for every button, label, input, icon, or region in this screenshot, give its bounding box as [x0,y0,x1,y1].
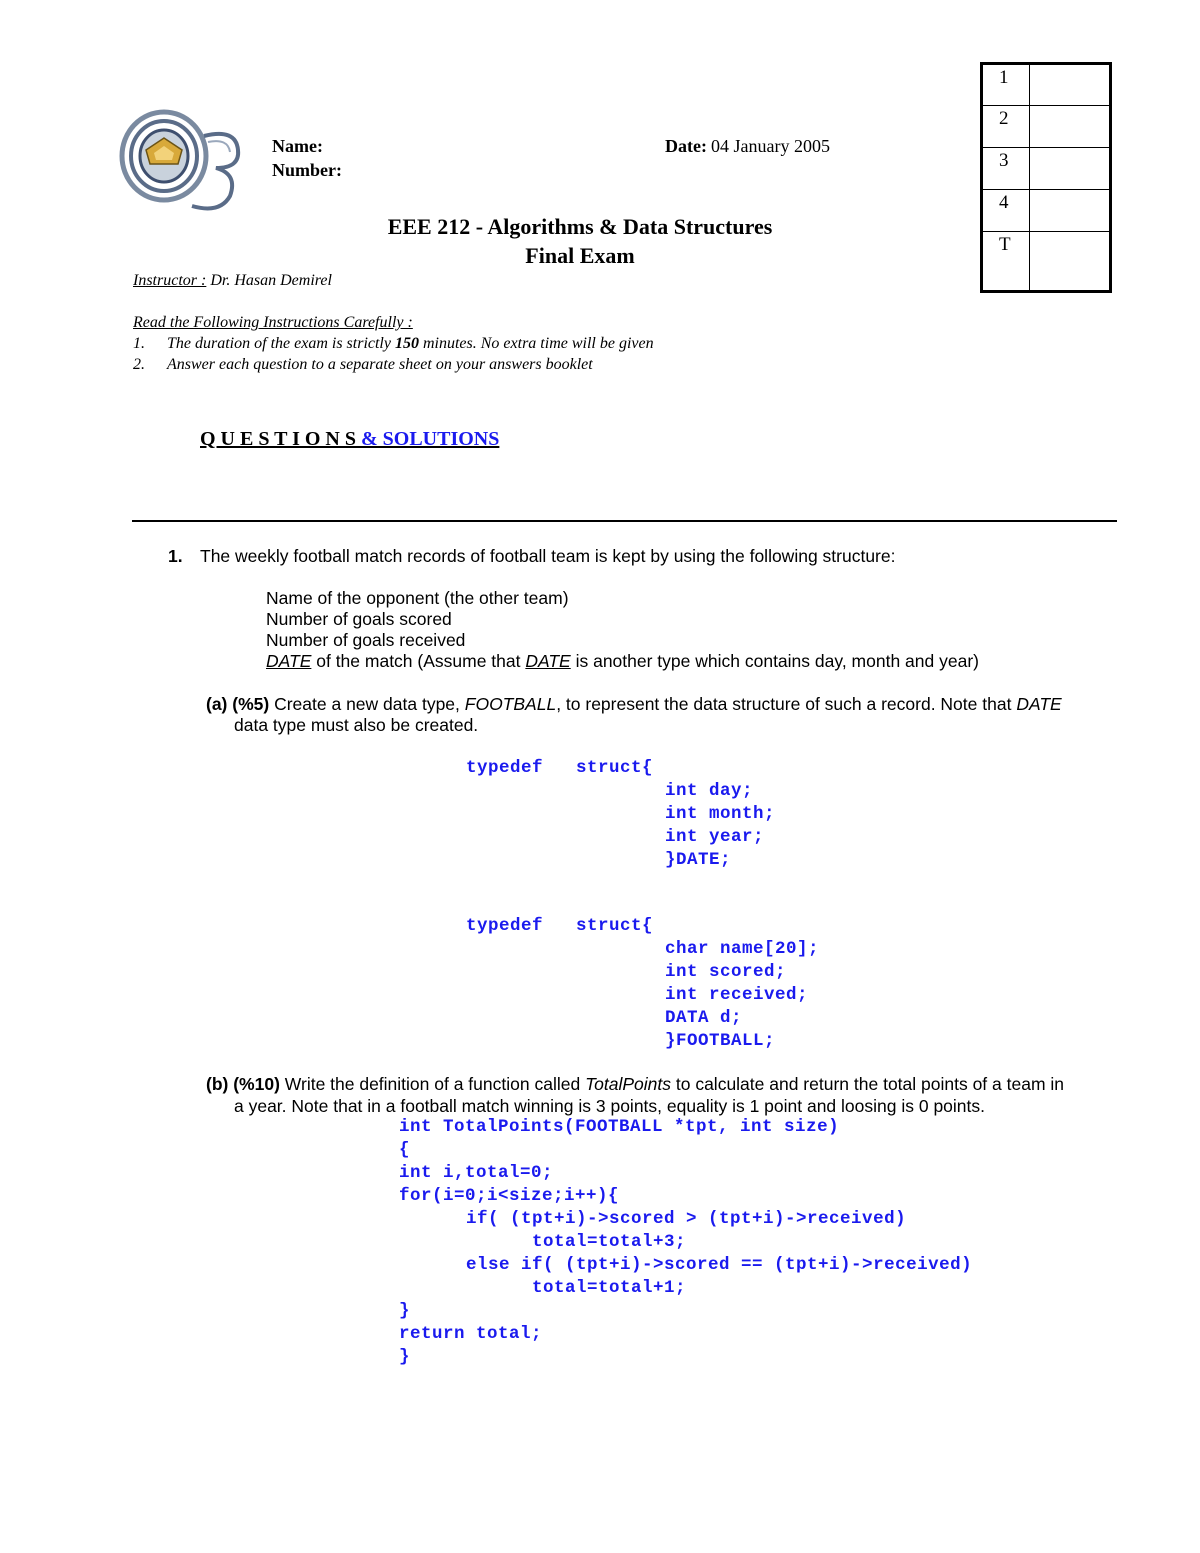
code-line: { [399,1140,411,1160]
code-line: int day; [665,781,754,801]
question-text: The weekly football match records of football team is kept by using the following structure: [200,546,896,566]
code-line: DATA d; [665,1008,743,1028]
score-row-label: 1 [982,64,1030,106]
part-b-prompt-line2: a year. Note that in a football match winning is 3 points, equality is 1 point and loosing is 0 points. [234,1096,986,1116]
instructor-name: Dr. Hasan Demirel [210,272,332,289]
instructor-label: Instructor : [133,272,207,289]
exam-title: Final Exam [525,243,635,268]
score-box [1030,190,1111,232]
name-label: Name: [272,136,323,156]
instruction-item-2 [133,356,593,374]
field-list-item: Number of goals received [266,630,466,650]
university-logo [112,98,252,218]
section-divider [132,520,1117,522]
part-b-label: (b) [206,1074,229,1094]
code-line: int TotalPoints(FOOTBALL *tpt, int size) [399,1117,840,1137]
code-line: }FOOTBALL; [665,1031,776,1051]
code-line: if( (tpt+i)->scored > (tpt+i)->received) [466,1209,907,1229]
part-b-marks: (%10) [233,1074,280,1094]
instruction-text: The duration of the exam is strictly 150 minutes. No extra time will be given [167,335,654,352]
code-line: } [399,1301,411,1321]
instructions-heading: Read the Following Instructions Carefully : [133,314,413,331]
code-line: typedef struct{ [466,758,654,778]
code-line: for(i=0;i<size;i++){ [399,1186,620,1206]
number-label: Number: [272,160,342,180]
section-heading [200,428,499,451]
instruction-item-1 [133,335,654,353]
instructor-line [133,272,332,290]
questions-heading: Q U E S T I O N S [200,428,356,450]
code-line: int year; [665,827,765,847]
field-list-item: Number of goals scored [266,609,452,629]
part-a-marks: (%5) [232,694,270,714]
score-row-label: 3 [982,148,1030,190]
question-number: 1. [168,546,183,566]
code-line: total=total+3; [532,1232,687,1252]
score-row-label: 4 [982,190,1030,232]
course-title: EEE 212 - Algorithms & Data Structures [387,214,773,239]
score-box [1030,232,1111,292]
score-box [1030,64,1111,106]
part-a-label: (a) [206,694,228,714]
field-list-item: Name of the opponent (the other team) [266,588,569,608]
score-box [1030,148,1111,190]
date-value: 04 January 2005 [710,136,830,156]
date-field [665,136,830,157]
code-line: total=total+1; [532,1278,687,1298]
code-line: else if( (tpt+i)->scored == (tpt+i)->received) [466,1255,973,1275]
code-line: }DATE; [665,850,732,870]
instruction-number: 2. [133,356,145,373]
question-1-prompt [168,546,896,567]
part-a-prompt-line2: data type must also be created. [234,715,479,735]
score-row-label: T [982,232,1030,292]
code-line: return total; [399,1324,543,1344]
code-line: char name[20]; [665,939,820,959]
code-line: int i,total=0; [399,1163,554,1183]
instruction-text: Answer each question to a separate sheet on your answers booklet [167,356,593,373]
date-label: Date: [665,136,707,156]
solutions-heading: & SOLUTIONS [356,428,500,450]
code-line: typedef struct{ [466,916,654,936]
code-line: int month; [665,804,776,824]
score-row-label: 2 [982,106,1030,148]
code-line: int scored; [665,962,787,982]
code-line: } [399,1347,411,1367]
part-b-prompt: (b) (%10) Write the definition of a function called TotalPoints to calculate and return the total points of a team in [206,1074,1065,1094]
code-line: int received; [665,985,809,1005]
instruction-number: 1. [133,335,145,352]
part-a-prompt: (a) (%5) Create a new data type, FOOTBALL, to represent the data structure of such a record. Note that DATE [206,694,1062,714]
field-list-item: DATE of the match (Assume that DATE is another type which contains day, month and year) [266,651,979,671]
score-box [1030,106,1111,148]
